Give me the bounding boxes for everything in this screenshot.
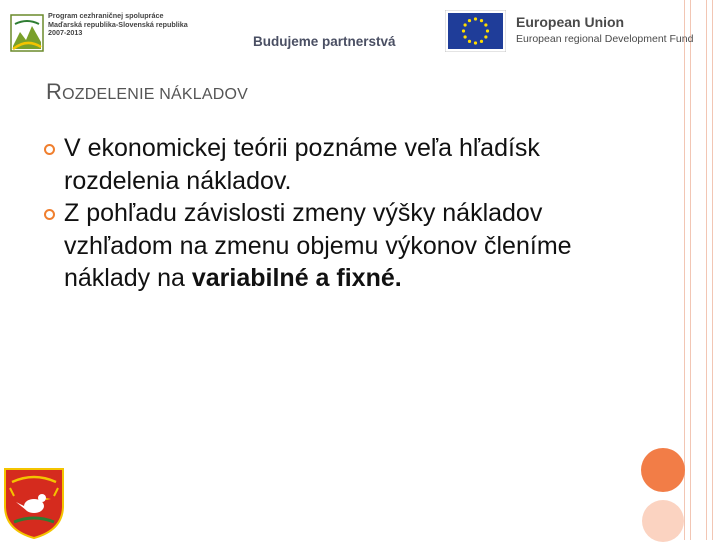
bullet-text: V ekonomickej teórii poznáme veľa hľadísk rozdelenia nákladov. — [64, 134, 540, 195]
decor-line — [690, 0, 691, 540]
eu-star — [474, 17, 477, 20]
program-line: Program cezhraničnej spolupráce — [48, 11, 164, 20]
eu-star — [484, 35, 487, 38]
eu-star — [464, 35, 467, 38]
eu-star — [486, 29, 489, 32]
eu-star — [464, 23, 467, 26]
eu-title: European Union — [516, 14, 625, 30]
coat-of-arms-icon — [2, 466, 66, 540]
title-first-letter: R — [46, 79, 63, 104]
decor-line — [706, 0, 707, 540]
bullet-list — [44, 132, 624, 295]
eu-star — [468, 40, 471, 43]
bullet-text: Z pohľadu závislosti zmeny výšky nákladov vzhľadom na zmenu objemu výkonov členíme náklady na — [64, 199, 572, 292]
eu-star — [484, 23, 487, 26]
program-line: Maďarská republika-Slovenská republika — [48, 19, 188, 29]
program-slogan: Budujeme partnerstvá — [253, 34, 396, 49]
eu-star — [480, 19, 483, 22]
eu-star — [468, 19, 471, 22]
eu-star — [480, 40, 483, 43]
eu-star — [462, 29, 465, 32]
circle-bullet-icon — [44, 209, 55, 220]
slide-title — [46, 79, 248, 105]
bullet-item — [44, 197, 624, 295]
program-logo-icon — [10, 14, 44, 52]
orange-circle-decor — [641, 448, 685, 492]
circle-bullet-icon — [44, 144, 55, 155]
eu-flag-icon — [445, 10, 506, 52]
header-banner — [0, 0, 694, 60]
eu-subtitle: European regional Development Fund — [516, 33, 694, 45]
program-text — [48, 12, 188, 38]
program-line: 2007-2013 — [48, 28, 83, 38]
eu-star — [474, 41, 477, 44]
bullet-item — [44, 132, 624, 197]
decor-line — [684, 0, 685, 540]
orange-circle-decor — [642, 500, 684, 542]
title-rest: OZDELENIE NÁKLADOV — [62, 86, 248, 103]
bullet-bold-text: variabilné a fixné. — [191, 264, 402, 292]
decor-line — [712, 0, 713, 540]
